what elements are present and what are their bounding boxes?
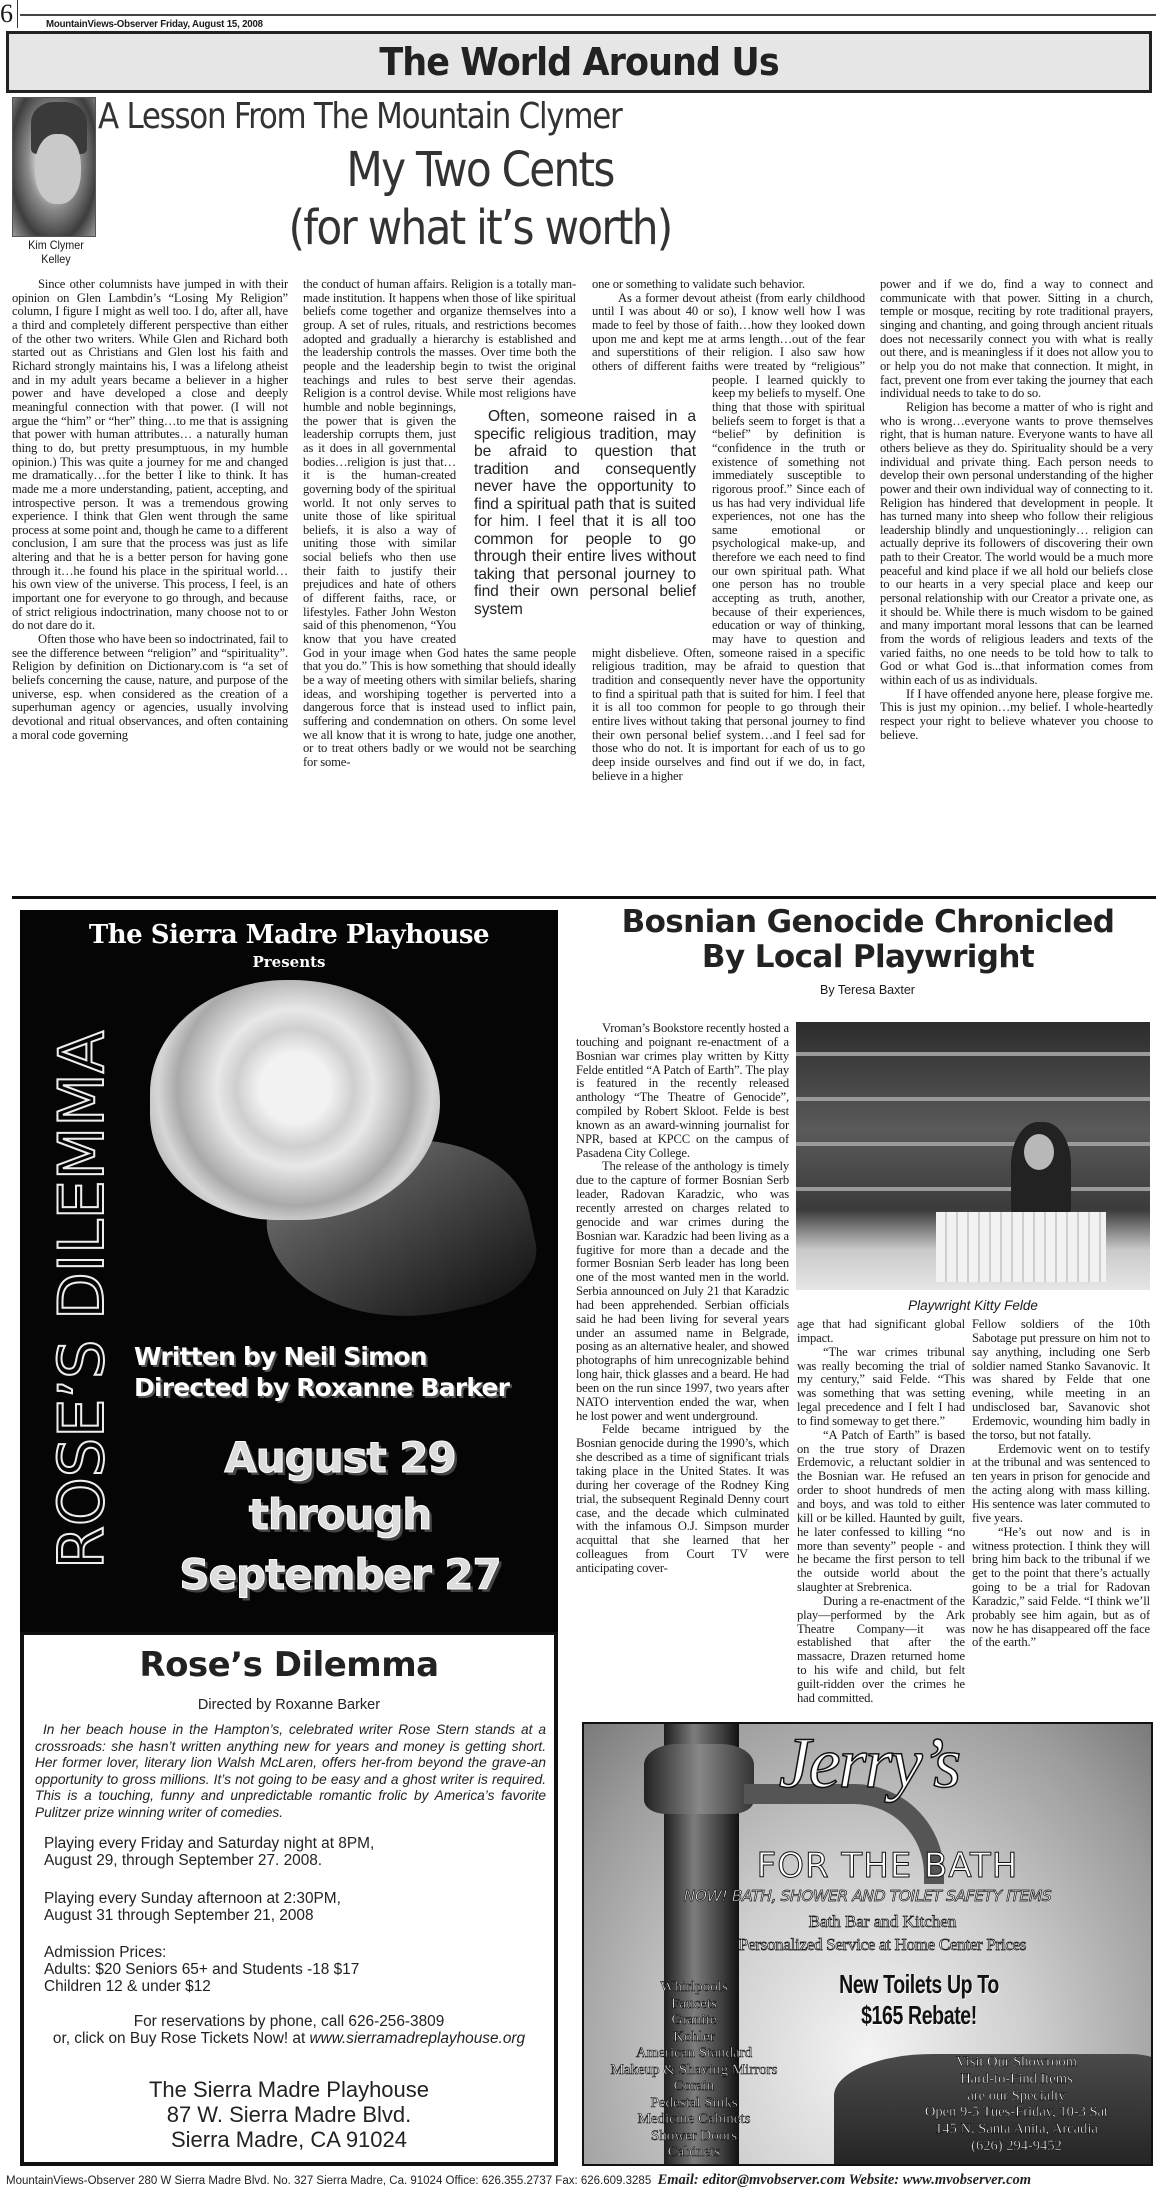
- poster-date: September 27: [179, 1550, 501, 1599]
- paragraph: “He’s out now and is in witness protection. I think they will bring him back to the tribunal if we get to the point that there’s actually going to be a trial for Radovan Karadzic,” said Felde. “I think we’ll probably see him again, but as of now he has disappeared off the face of the earth.”: [972, 1524, 1150, 1650]
- paragraph: “The war crimes tribunal was really becoming the trial of my century,” said Felde. “This was something that was setting legal precedence and I felt I had to find someway to get there.”: [797, 1344, 965, 1428]
- poster-theatre-name: The Sierra Madre Playhouse: [88, 920, 490, 950]
- ad-line: Personalized Service at Home Center Prices: [738, 1935, 1027, 1954]
- schedule-line: Playing every Sunday afternoon at 2:30PM,: [44, 1890, 341, 1907]
- paragraph: Vroman’s Bookstore recently hosted a touching and poignant re-enactment of a Bosnian war crimes play written by Kitty Felde entitled “A Patch of Earth”. The play is featured in the recently released anthology “The Theatre of Genocide”, compiled by Robert Skloot. Felde is best known as an award-winning journalist for NPR, based at KPCC on the campus of Pasadena City College.: [576, 1022, 789, 1160]
- reservations: [24, 2013, 554, 2047]
- faucet-handle-image: [644, 1744, 754, 1814]
- play-synopsis: In her beach house in the Hampton’s, celebrated writer Rose Stern stands at a crossroads: she hasn’t written anything new for years and money is getting short. Her former lover, literary lion Walsh McLaren, offers her-from beyond the grave-an opportunity to gross millions. It’s not going to be easy and a ghost writer is required. This is a touching, funny and unpredictable romantic frolic by America’s favorite Pulitzer prize winning writer of comedies.: [35, 1722, 546, 1820]
- headline-line: By Local Playwright: [701, 939, 1035, 975]
- section-banner: [6, 31, 1152, 93]
- bosnian-column-3: [972, 1318, 1150, 1718]
- bosnian-column-1: [576, 1022, 789, 1712]
- play-info-box: [20, 1632, 558, 2166]
- product-item: Medicine Cabinets: [637, 2111, 751, 2127]
- product-item: Cabinets: [667, 2144, 721, 2160]
- author-photo: [12, 97, 96, 237]
- paragraph: Often those who have been so indoctrinated, fail to see the difference between “religion” and “spirituality”. Religion by definition on Dictionary.com is “a set of beliefs concerning the cause, nature, and purpose of the universe, esp. when considered as the creation of a superhuman agency or agencies, usually involving devotional and ritual observances, and often containing a moral code governing: [12, 632, 288, 742]
- schedule-evening: [44, 1835, 374, 1869]
- poster-director: Directed by Roxanne Barker: [134, 1373, 510, 1402]
- info-line: (626) 294-9452: [971, 2137, 1062, 2154]
- info-line: Open 9-5 Tues-Friday, 10-3 Sat: [924, 2104, 1109, 2121]
- address-line: 87 W. Sierra Madre Blvd.: [166, 2102, 412, 2127]
- info-line: Visit Our Showroom: [956, 2054, 1077, 2070]
- reservation-phone: For reservations by phone, call 626-256-3809: [133, 2013, 445, 2030]
- footer-email-website: Email: editor@mvobserver.com Website: www.mvobserver.com: [657, 2172, 1032, 2188]
- paragraph: “A Patch of Earth” is based on the true story of Drazen Erdemovic, a reluctant soldier in the Bosnian war. He refused an order to shoot hundreds of men and boys, and was told to either kill or be killed. Haunted by guilt, he later confessed to killing “no more than seventy” people - and he became the first person to tell the outside world about the slaughter at Srebrenica.: [797, 1427, 965, 1595]
- play-poster-ad: [20, 910, 558, 1632]
- paragraph: Religion has become a matter of who is right and who is wrong…everyone wants to prove themselves right, that is human nature. Everyone wants to have all others believe as they do. Spirituality should be a very individual and private thing. Each person needs to develop their own personal understanding of the higher power and their own individual way of connecting to it. Religion has hindered that development in people. It has turned many into sheep who follow their religious leadership blindly and unquestioningly… religion can actually deprive its followers of discovering their own path to their Creator. The world would be a much more peaceful and kind place if we all hold our beliefs close to our hearts in a very special place and keep our personal relationship with our Creator a private one, as it should be. While there is much wisdom to be gained and many important moral lessons that can be learned from the words of religious leaders and texts of the varied faiths, no one needs to be told how to talk to God or what God is...that information comes from within each of us as individuals.: [880, 399, 1153, 688]
- paragraph: The release of the anthology is timely due to the capture of former Bosnian Serb leader, Radovan Karadzic, who was recently arrested on charges related to genocide and war crimes during the Bosnian war. Karadzic had been living as a fugitive for more than a decade and the former Bosnian Serb leader has long been one of the most wanted men in the world. Serbia announced on July 21 that Karadzic had been apprehended. Serbian officials said he had been living for several years under an assumed name in Belgrade, posing as an alternative healer, and showed photographs of him unrecognizable behind long hair, thick glasses and a beard. He had been on the run since 1997, two years after NATO intervention ended the war, when he lost power and went underground.: [576, 1159, 789, 1423]
- address-line: The Sierra Madre Playhouse: [148, 2077, 430, 2102]
- section-divider: [12, 896, 1156, 899]
- divider: [20, 14, 1156, 16]
- poster-writer: Written by Neil Simon: [134, 1342, 427, 1371]
- info-line: Hard-to-Find Items: [960, 2070, 1073, 2087]
- paragraph: one or something to validate such behavior.: [592, 278, 805, 291]
- reservation-text: or, click on Buy Rose Tickets Now! at: [52, 2030, 306, 2047]
- schedule-matinee: [44, 1890, 341, 1924]
- paragraph: Since other columnists have jumped in with their opinion on Glen Lambdin’s “Losing My Religion” column, I figure I might as well too. I do, after all, have a third and completely different perspective than either of the other two writers. While Glen and Richard both started out as Christians and Glen lost his faith and Richard strongly maintains his, I was a lifelong atheist and in my adult years became a believer in a higher power and have developed a close and deeply meaningful connection with that power. (I will not argue the “him” or “her” thing…to me that is assigning that power with human attributes… a naturally human thing to do, but pretty presumptuous, in my humble opinion.) This was quite a journey for me and changed me dramatically…for the better I like to think. It has made me a more understanding, patient, accepting, and introspective person. It was a tremendous growing experience. I think that Glen went through the same process at some point and, though he came to a different conclusion, I am sure that the process was just as life altering and that he is a better person for having gone through it…he found his place in the spiritual world…his own view of the universe. This process, I feel, is an important one for everyone to go through, and because of strict religious indoctrination, many choose not to or do not dare do it.: [12, 278, 288, 633]
- page-number: 6: [0, 0, 13, 28]
- playhouse-website-link[interactable]: www.sierramadreplayhouse.org: [309, 2030, 526, 2047]
- poster-date: August 29: [224, 1433, 456, 1482]
- paragraph: During a re-enactment of the play—performed by the Ark Theatre Company—it was established that after the massacre, Drazen returned home to his wife and child, but felt guilt-ridden over the crimes he had committed.: [797, 1593, 965, 1705]
- footer-contact: MountainViews-Observer 280 W Sierra Madre Blvd. No. 327 Sierra Madre, Ca. 91024 Office: 626.355.2737 Fax: 626.609.3285: [6, 2175, 652, 2187]
- paragraph: Fellow soldiers of the 10th Sabotage put pressure on him not to say anything, including one Serb soldier named Stanko Savanovic. It was shared by Felde that one evening, while meeting in an undisclosed bar, Savanovic shot Erdemovic, wounding him badly in the torso, but not fatally.: [972, 1318, 1150, 1442]
- ad-line: Bath Bar and Kitchen: [808, 1912, 957, 1931]
- prices-heading: Admission Prices:: [44, 1944, 167, 1961]
- rose-image: [150, 980, 440, 1220]
- info-line: are our Specialty: [967, 2087, 1066, 2104]
- info-line: 145 N. Santa Anita, Arcadia: [935, 2121, 1098, 2138]
- paragraph: If I have offended anyone here, please forgive me. This is just my opinion…my belief. I whole-heartedly respect your right to believe whatever you choose to believe.: [880, 686, 1153, 742]
- admission-prices: [44, 1944, 359, 1995]
- column-subtitle: (for what it’s worth): [288, 200, 672, 256]
- address-line: Sierra Madre, CA 91024: [170, 2127, 408, 2152]
- product-item: American Standard: [635, 2045, 753, 2061]
- schedule-line: August 29, through September 27. 2008.: [44, 1852, 323, 1869]
- divider: [17, 0, 18, 28]
- playwright-photo: [796, 1022, 1150, 1290]
- product-item: Granite: [671, 2012, 717, 2028]
- product-item: Whirlpools: [660, 1979, 728, 1995]
- product-item: Makeup & Shaving Mirrors: [610, 2061, 778, 2078]
- product-item: Kohler: [673, 2028, 715, 2045]
- schedule-line: August 31 through September 21, 2008: [44, 1907, 314, 1924]
- ad-rebate: New Toilets Up To $165 Rebate!: [839, 1969, 999, 2030]
- article-column-1: [12, 278, 288, 896]
- paragraph: age that had significant global impact.: [797, 1318, 965, 1345]
- column-title: My Two Cents: [346, 142, 614, 198]
- jerrys-bath-ad: [582, 1722, 1153, 2166]
- column-kicker: A Lesson From The Mountain Clymer: [98, 96, 622, 137]
- photo-caption: Playwright Kitty Felde: [908, 1298, 1038, 1313]
- footer: [6, 2172, 1156, 2189]
- pull-quote: Often, someone raised in a specific religious tradition, may be afraid to question that tradition and consequently never have the opportunity to find a spiritual path that is suited for him. I feel that it is all too common for people to go through their entire lives without taking that personal journey to find their own personal belief system: [474, 408, 696, 618]
- play-title: Rose’s Dilemma: [139, 1645, 439, 1685]
- product-item: Shower Doors: [650, 2127, 738, 2144]
- poster-play-title: ROSE’S DILEMMA: [45, 1030, 118, 1570]
- headline-line: Bosnian Genocide Chronicled: [621, 904, 1115, 940]
- poster-date: through: [248, 1490, 432, 1539]
- bosnian-headline: [580, 905, 1156, 975]
- product-item: Faucets: [671, 1995, 717, 2012]
- schedule-line: Playing every Friday and Saturday night at 8PM,: [44, 1835, 375, 1852]
- paragraph: Felde became intrigued by the Bosnian genocide during the 1990’s, which she described as a time of significant trials taking place in the United States. It was during her coverage of the Rodney King trial, the subsequent Reginald Denny court case, and the decade which culminated with the infamous O.J. Simpson murder acquittal that she learned that her colleagues from Court TV were anticipating cover-: [576, 1422, 789, 1575]
- price-line: Adults: $20 Seniors 65+ and Students -18 $17: [44, 1961, 360, 1978]
- ad-safety-line: NOW! BATH, SHOWER AND TOILET SAFETY ITEMS: [683, 1887, 1052, 1905]
- section-title: The World Around Us: [379, 40, 779, 84]
- ad-showroom-info: [894, 2054, 1139, 2155]
- product-item: Corain: [673, 2078, 715, 2094]
- bosnian-column-2: [797, 1318, 965, 1718]
- paragraph: power and if we do, find a way to connect and communicate with that power. Sitting in a church, temple or mosque, reciting by rote traditional prayers, singing and chanting, and going through ancient rituals does not necessarily connect you with what is really out there, and is meaningless if it does not allow you to or help you do not make that connection. It might, in fact, prevent one from ever taking the journey that each individual needs to take to do so.: [880, 278, 1153, 401]
- ad-brand-name: Jerry’s: [778, 1723, 960, 1803]
- paragraph: Erdemovic went on to testify at the tribunal and was sentenced to ten years in prison for genocide and the acting along with mass killing. His sentence was later commuted to five years.: [972, 1441, 1150, 1525]
- poster-presents: Presents: [252, 953, 326, 971]
- paragraph: As a former devout atheist (from early childhood until I was about 40 or so), I know well how I was made to feel by those of faith…how they looked down upon me and kept me at arms length…out of the fear and superstitions of their religion. I also saw how others of different faiths were treated by “religious” people. I learned quickly to keep my beliefs to myself. One thing that those with spiritual beliefs seem to forget is that a “belief” by definition is “confidence in the truth or existence of something not immediately susceptible to rigorous proof.” Since each of us has had very individual life experiences, not one has the same emotional or psychological make-up, and therefore we each need to find our own spiritual path. What one person has no trouble accepting as truth, another, because of their experiences, education or way of thinking, may have to question and might disbelieve. Often, someone raised in a specific religious tradition, may be afraid to question that tradition and consequently never have the opportunity to find a spiritual path that is suited for him. I feel that it is all too common for people to go through their entire lives without taking that personal journey to find their own personal belief system…and I feel sad for those who do not. It is important for each of us to go deep inside ourselves and find out if we do, in fact, believe in a higher: [592, 290, 865, 783]
- playhouse-address: [24, 2077, 554, 2152]
- product-item: Pedestal Sinks: [650, 2094, 738, 2111]
- article-column-4: [880, 278, 1153, 896]
- play-director: Directed by Roxanne Barker: [197, 1697, 381, 1713]
- ad-product-list: [599, 1979, 789, 2161]
- author-photo-caption: Kim Clymer Kelley: [28, 238, 84, 266]
- paragraph: the conduct of human affairs. Religion is a totally man-made institution. It happens when those of like spiritual beliefs come together and organize themselves into a group. A set of rules, rituals, and restrictions becomes adopted and gradually a hierarchy is established and the leadership controls the masses. Over time both the people and the leadership begin to twist the original teachings and rules to best serve their agendas. Religion is a control devise. While most religions have humble and noble beginnings, the power that is given the leadership corrupts them, just as it does in all governmental bodies…religion is just that…it is the human-created governing body of the spiritual world. It not only serves to unite those of like spiritual beliefs, it is also a way of uniting those with similar social beliefs who then use their faith to justify their prejudices and hate of others of different faiths, race, or lifestyles. Father John Weston said of this phenomenon, “You know that you have created God in your image when God hates the same people that you do.” This is how something that should ideally be a way of meeting others with similar beliefs, sharing ideas, and worshiping together is perverted into a dangerous force that is instead used to inflict pain, suffering and condemnation on others. On some level we all know that it is wrong to hate, judge one another, or to treat others badly or we would not be searching for some-: [303, 278, 576, 769]
- ad-tagline: FOR THE BATH: [756, 1846, 1019, 1886]
- dateline: MountainViews-Observer Friday, August 15, 2008: [46, 18, 263, 30]
- byline: By Teresa Baxter: [820, 983, 915, 997]
- price-line: Children 12 & under $12: [44, 1978, 211, 1995]
